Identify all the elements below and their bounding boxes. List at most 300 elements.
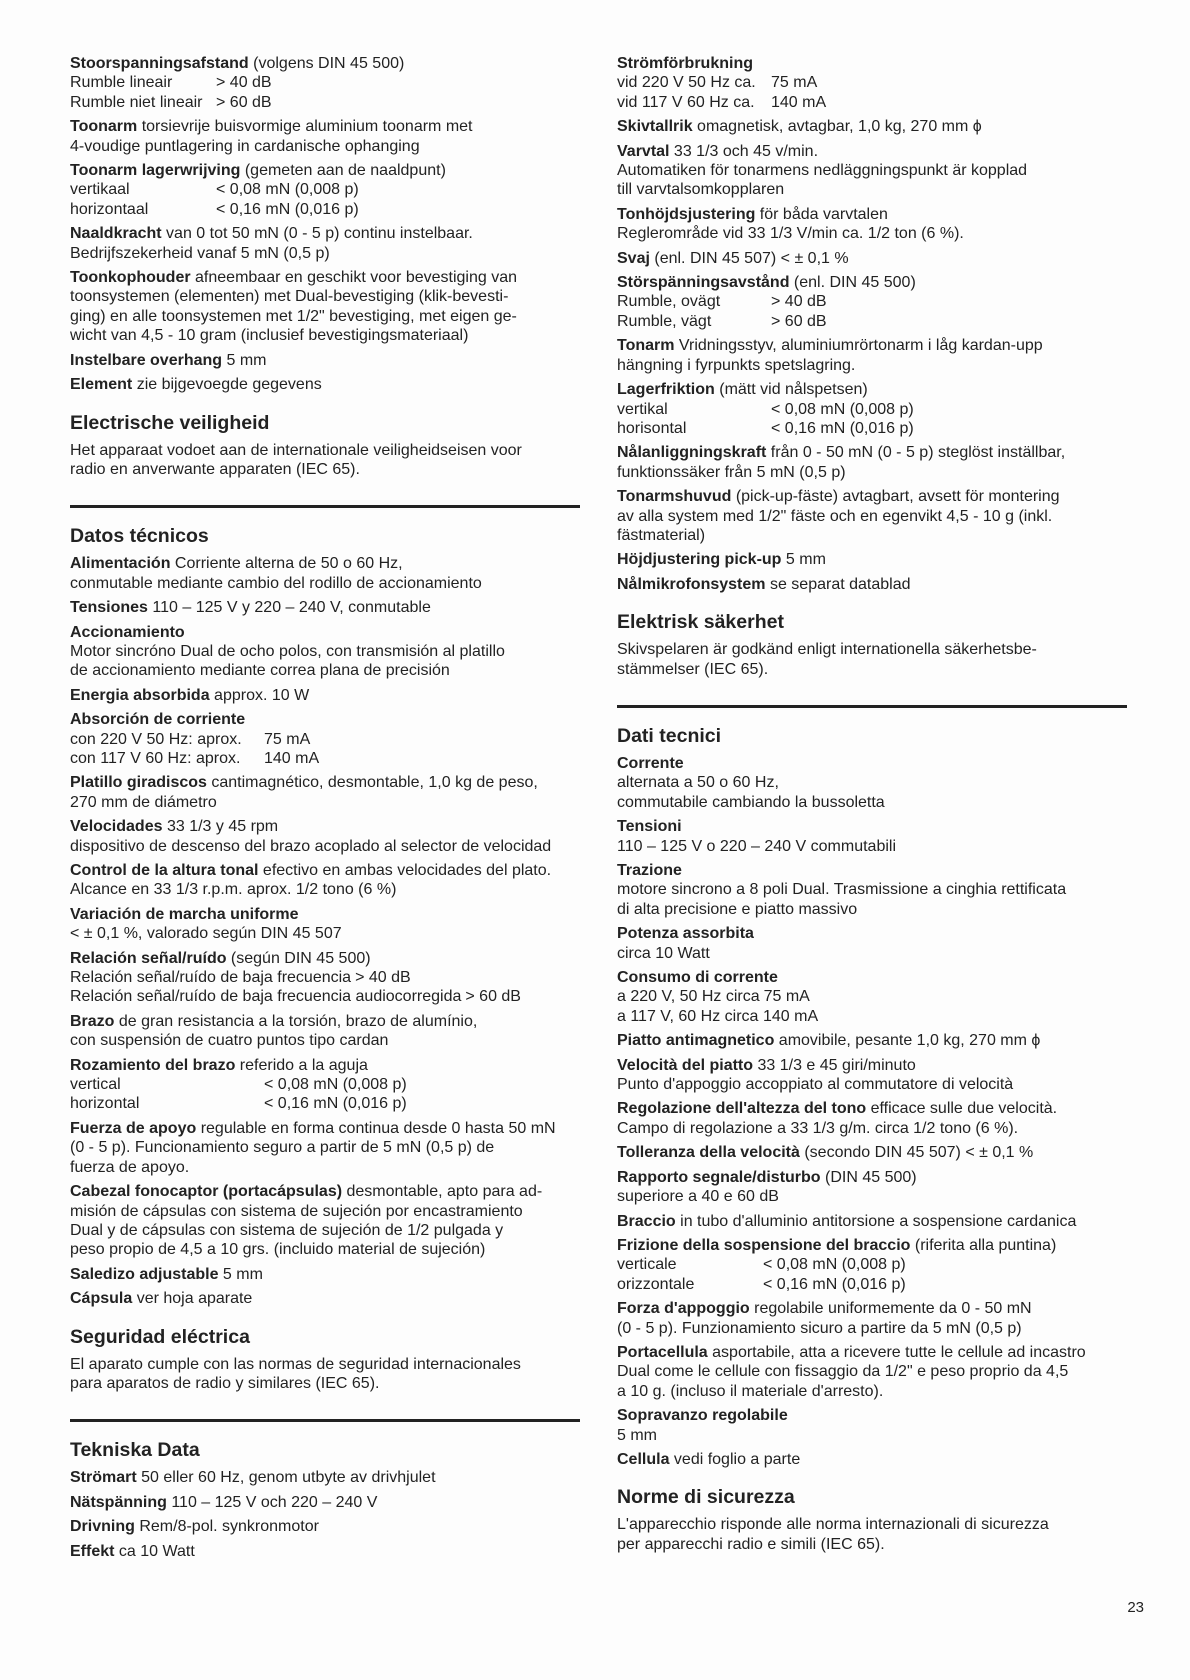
spec-line xyxy=(617,463,1139,482)
spec-text: (según DIN 45 500) xyxy=(226,949,371,967)
es-spec-list xyxy=(70,554,598,1308)
section-divider xyxy=(70,505,580,508)
spec-item xyxy=(617,54,1139,112)
spec-label: Cápsula xyxy=(70,1290,133,1308)
body-line: para aparatos de radio y similares (IEC 65). xyxy=(70,1374,380,1392)
spec-text: 33 1/3 och 45 v/min. xyxy=(669,142,819,160)
spec-text: Dual y de cápsulas con sistema de sujeción de 1/2 pulgada y xyxy=(70,1221,504,1239)
spec-line xyxy=(70,1056,598,1075)
spec-label: Tensioni xyxy=(617,818,682,836)
spec-text: funktionssäker från 5 mN (0,5 p) xyxy=(617,463,846,481)
spec-line xyxy=(70,554,598,573)
spec-text: ca 10 Watt xyxy=(114,1542,195,1560)
spec-label: Lagerfriktion xyxy=(617,381,715,399)
sv-spec-list-left xyxy=(70,1468,598,1561)
spec-text: (pick-up-fäste) avtagbart, avsett för montering xyxy=(731,488,1060,506)
spec-line xyxy=(70,224,598,243)
spec-text: Dual come le cellule con fissaggio da 1/2" e peso proprio da 4,5 xyxy=(617,1363,1069,1381)
it-safety-text xyxy=(617,1515,1139,1554)
spec-line xyxy=(617,1362,1139,1381)
spec-item xyxy=(70,861,598,900)
spec-text: toonsystemen (elementen) met Dual-bevestiging (klik-bevesti- xyxy=(70,288,509,306)
spec-text: con 117 V 60 Hz: aprox. xyxy=(70,749,241,767)
spec-item xyxy=(70,1265,598,1284)
spec-label: Forza d'appoggio xyxy=(617,1300,750,1318)
spec-line xyxy=(617,224,1139,243)
spec-line xyxy=(617,1099,1139,1118)
spec-line xyxy=(70,968,598,987)
spec-line xyxy=(70,905,598,924)
spec-label: Velocità del piatto xyxy=(617,1056,754,1074)
spec-label: Cellula xyxy=(617,1450,670,1468)
spec-text: (gemeten aan de naaldpunt) xyxy=(240,162,446,180)
spec-item xyxy=(70,375,598,394)
spec-line xyxy=(617,292,1139,311)
spec-item xyxy=(617,968,1139,1026)
spec-line xyxy=(617,487,1139,506)
spec-value: < 0,08 mN (0,008 p) xyxy=(264,1076,407,1094)
spec-line xyxy=(70,1119,598,1138)
spec-line xyxy=(617,944,1139,963)
spec-line xyxy=(617,575,1139,594)
spec-text: vedi foglio a parte xyxy=(669,1450,801,1468)
spec-text: motore sincrono a 8 poli Dual. Trasmissione a cinghia rettificata xyxy=(617,881,1067,899)
spec-text: regulable en forma continua desde 0 hasta 50 mN xyxy=(196,1119,556,1137)
spec-value: 75 mA xyxy=(264,730,311,748)
spec-label: Energia absorbida xyxy=(70,686,210,704)
section-divider xyxy=(617,705,1127,708)
spec-item xyxy=(70,686,598,705)
spec-item xyxy=(617,117,1139,136)
spec-line xyxy=(617,924,1139,943)
spec-text: amovibile, pesante 1,0 kg, 270 mm ϕ xyxy=(774,1032,1041,1050)
spec-text: horisontal xyxy=(617,419,687,437)
spec-item xyxy=(70,905,598,944)
spec-item xyxy=(617,817,1139,856)
spec-value: < 0,08 mN (0,008 p) xyxy=(216,181,359,199)
spec-line xyxy=(70,180,598,199)
spec-item xyxy=(70,1468,598,1487)
spec-line xyxy=(70,574,598,593)
spec-item xyxy=(70,554,598,593)
spec-line xyxy=(617,1007,1139,1026)
body-line: stämmelser (IEC 65). xyxy=(617,660,769,678)
spec-text: Motor sincróno Dual de ocho polos, con transmisión al platillo xyxy=(70,642,505,660)
spec-line xyxy=(70,661,598,680)
sv-spec-list-right xyxy=(617,54,1139,594)
spec-value: < 0,08 mN (0,008 p) xyxy=(771,400,914,418)
spec-text: Automatiken för tonarmens nedläggningspunkt är kopplad xyxy=(617,162,1028,180)
spec-label: Variación de marcha uniforme xyxy=(70,905,299,923)
spec-text: Rem/8-pol. synkronmotor xyxy=(134,1518,319,1536)
spec-line xyxy=(617,161,1139,180)
spec-text: Reglerområde vid 33 1/3 V/min ca. 1/2 ton (6 %). xyxy=(617,225,964,243)
spec-text: di alta precisione e piatto massivo xyxy=(617,900,858,918)
spec-value: < 0,16 mN (0,016 p) xyxy=(771,419,914,437)
spec-line xyxy=(617,249,1139,268)
spec-item xyxy=(617,861,1139,919)
spec-value: 75 mA xyxy=(763,988,810,1006)
right-column xyxy=(617,54,1139,1564)
spec-line xyxy=(70,1468,598,1487)
spec-line xyxy=(70,117,598,136)
spec-line xyxy=(617,273,1139,292)
section-divider xyxy=(70,1419,580,1422)
spec-line xyxy=(617,507,1139,526)
spec-text: 50 eller 60 Hz, genom utbyte av drivhjulet xyxy=(136,1469,436,1487)
spec-label: Fuerza de apoyo xyxy=(70,1119,197,1137)
sv-heading: Tekniska Data xyxy=(70,1439,200,1462)
spec-text: peso propio de 4,5 a 10 grs. (incluido material de sujeción) xyxy=(70,1241,486,1259)
spec-value: 140 mA xyxy=(264,749,320,767)
spec-line xyxy=(617,180,1139,199)
spec-line xyxy=(617,380,1139,399)
spec-value: 140 mA xyxy=(771,93,827,111)
body-line: L'apparecchio risponde alle norma internazionali di sicurezza xyxy=(617,1516,1049,1534)
spec-text: Vridningsstyv, aluminiumrörtonarm i låg kardan-upp xyxy=(674,337,1043,355)
spec-item xyxy=(617,1450,1139,1469)
spec-text: torsievrije buisvormige aluminium toonarm met xyxy=(137,118,473,136)
spec-text: (enl. DIN 45 507) < ± 0,1 % xyxy=(649,249,849,267)
spec-line xyxy=(70,817,598,836)
spec-label: Stoorspanningsafstand xyxy=(70,55,249,72)
spec-line xyxy=(617,205,1139,224)
spec-item xyxy=(617,336,1139,375)
spec-line xyxy=(617,793,1139,812)
spec-label: Varvtal xyxy=(617,142,670,160)
spec-label: Svaj xyxy=(617,249,650,267)
spec-line xyxy=(617,526,1139,545)
spec-item xyxy=(617,1236,1139,1294)
spec-item xyxy=(617,924,1139,963)
spec-value: 140 mA xyxy=(763,1007,819,1025)
body-line: El aparato cumple con las normas de seguridad internacionales xyxy=(70,1355,521,1373)
body-line: radio en anverwante apparaten (IEC 65). xyxy=(70,460,360,478)
spec-text: 5 mm xyxy=(781,551,826,569)
spec-line xyxy=(70,837,598,856)
spec-label: Saledizo adjustable xyxy=(70,1265,219,1283)
spec-label: Höjdjustering pick-up xyxy=(617,551,782,569)
spec-text: desmontable, apto para ad- xyxy=(342,1183,543,1201)
spec-line xyxy=(617,356,1139,375)
spec-item xyxy=(617,1099,1139,1138)
spec-line xyxy=(617,443,1139,462)
spec-text: approx. 10 W xyxy=(209,686,310,704)
spec-text: wicht van 4,5 - 10 gram (inclusief bevestigingsmateriaal) xyxy=(70,327,469,345)
spec-label: Nätspänning xyxy=(70,1493,167,1511)
spec-item xyxy=(617,205,1139,244)
spec-label: Nålanliggningskraft xyxy=(617,444,767,462)
sv-safety-text xyxy=(617,640,1139,679)
spec-text: för båda varvtalen xyxy=(755,205,888,223)
spec-item xyxy=(617,1168,1139,1207)
spec-text: 110 – 125 V y 220 – 240 V, conmutable xyxy=(147,599,431,617)
spec-text: commutabile cambiando la bussoletta xyxy=(617,793,885,811)
spec-line xyxy=(617,400,1139,419)
spec-label: Effekt xyxy=(70,1542,115,1560)
spec-line xyxy=(617,142,1139,161)
spec-text: Rumble niet lineair xyxy=(70,93,203,111)
spec-item xyxy=(617,1143,1139,1162)
spec-value: > 60 dB xyxy=(216,93,272,111)
spec-label: Drivning xyxy=(70,1518,135,1536)
spec-line xyxy=(617,1212,1139,1231)
spec-text: referido a la aguja xyxy=(235,1056,368,1074)
spec-text: ver hoja aparate xyxy=(132,1290,253,1308)
spec-text: efectivo en ambas velocidades del plato. xyxy=(258,862,552,879)
spec-text: omagnetisk, avtagbar, 1,0 kg, 270 mm ϕ xyxy=(692,118,982,136)
spec-text: horizontal xyxy=(70,1095,140,1113)
spec-line xyxy=(617,1319,1139,1338)
nl-safety-heading: Electrische veiligheid xyxy=(70,411,270,434)
spec-line xyxy=(70,1031,598,1050)
spec-line xyxy=(70,1289,598,1308)
spec-text: vertikaal xyxy=(70,181,130,199)
spec-label: Strömförbrukning xyxy=(617,55,753,72)
spec-line xyxy=(617,1119,1139,1138)
spec-value: > 60 dB xyxy=(465,988,521,1006)
spec-line xyxy=(70,1182,598,1201)
spec-line xyxy=(70,730,598,749)
nl-spec-list xyxy=(70,54,598,395)
spec-label: Element xyxy=(70,376,133,394)
spec-label: Cabezal fonocaptor (portacápsulas) xyxy=(70,1183,343,1201)
spec-label: Toonarm lagerwrijving xyxy=(70,162,241,180)
spec-text: 110 – 125 V o 220 – 240 V commutabili xyxy=(617,837,896,855)
spec-line xyxy=(617,773,1139,792)
spec-text: superiore a 40 e 60 dB xyxy=(617,1188,779,1206)
spec-value: < 0,16 mN (0,016 p) xyxy=(216,200,359,218)
spec-text: asportabile, atta a ricevere tutte le cellule ad incastro xyxy=(707,1343,1086,1361)
spec-text: Corriente alterna de 50 o 60 Hz, xyxy=(170,555,403,573)
spec-line xyxy=(70,1221,598,1240)
spec-line xyxy=(617,1299,1139,1318)
spec-label: Control de la altura tonal xyxy=(70,862,259,879)
spec-item xyxy=(70,1056,598,1114)
spec-line xyxy=(617,336,1139,355)
spec-line xyxy=(617,54,1139,73)
spec-text: ging) en alle toonsystemen met 1/2" bevestiging, met eigen ge- xyxy=(70,307,517,325)
spec-item xyxy=(70,161,598,219)
spec-label: Toonkophouder xyxy=(70,269,191,287)
spec-item xyxy=(617,1343,1139,1401)
spec-text: vid 117 V 60 Hz ca. xyxy=(617,93,755,111)
it-heading: Dati tecnici xyxy=(617,724,722,747)
spec-text: fästmaterial) xyxy=(617,526,706,544)
spec-value: > 40 dB xyxy=(771,293,827,311)
spec-label: Tonarm xyxy=(617,337,675,355)
body-line: per apparecchi radio e simili (IEC 65). xyxy=(617,1535,885,1553)
spec-text: con 220 V 50 Hz: aprox. xyxy=(70,730,242,748)
spec-item xyxy=(617,380,1139,438)
spec-label: Instelbare overhang xyxy=(70,351,223,369)
spec-item xyxy=(617,550,1139,569)
spec-line xyxy=(70,137,598,156)
spec-label: Trazione xyxy=(617,862,682,879)
spec-item xyxy=(70,117,598,156)
spec-text: conmutable mediante cambio del rodillo de accionamiento xyxy=(70,574,482,592)
spec-text: (0 - 5 p). Funcionamiento seguro a partir de 5 mN (0,5 p) de xyxy=(70,1139,495,1157)
spec-label: Consumo di corrente xyxy=(617,969,778,987)
spec-label: Tensiones xyxy=(70,599,148,617)
spec-text: (enl. DIN 45 500) xyxy=(789,274,916,292)
body-line: Het apparaat vodoet aan de internationale veiligheidseisen voor xyxy=(70,441,522,459)
spec-text: av alla system med 1/2" fäste och en egenvikt 4,5 - 10 g (inkl. xyxy=(617,507,1053,525)
spec-item xyxy=(617,1056,1139,1095)
spec-line xyxy=(70,793,598,812)
spec-label: Rapporto segnale/disturbo xyxy=(617,1168,821,1186)
spec-text: misión de cápsulas con sistema de sujeción por encastramiento xyxy=(70,1202,523,1220)
spec-line xyxy=(70,307,598,326)
spec-item xyxy=(70,1493,598,1512)
spec-text: orizzontale xyxy=(617,1275,695,1293)
spec-line xyxy=(70,161,598,180)
spec-item xyxy=(617,1299,1139,1338)
spec-text: in tubo d'alluminio antitorsione a sospensione cardanica xyxy=(675,1212,1077,1230)
spec-line xyxy=(70,949,598,968)
spec-line xyxy=(70,686,598,705)
spec-item xyxy=(70,773,598,812)
spec-text: efficace sulle due velocità. xyxy=(866,1100,1058,1118)
spec-text: Punto d'appoggio accoppiato al commutatore di velocità xyxy=(617,1076,1014,1094)
spec-item xyxy=(617,754,1139,812)
spec-label: Accionamiento xyxy=(70,623,185,641)
spec-line xyxy=(70,93,598,112)
spec-line xyxy=(617,93,1139,112)
spec-line xyxy=(617,987,1139,1006)
spec-item xyxy=(70,817,598,856)
spec-text: (0 - 5 p). Funzionamiento sicuro a partire da 5 mN (0,5 p) xyxy=(617,1319,1022,1337)
spec-item xyxy=(617,487,1139,545)
spec-text: vid 220 V 50 Hz ca. xyxy=(617,74,756,92)
spec-text: fuerza de apoyo. xyxy=(70,1158,190,1176)
it-spec-list xyxy=(617,754,1139,1469)
spec-text: circa 10 Watt xyxy=(617,944,710,962)
spec-label: Regolazione dell'altezza del tono xyxy=(617,1100,867,1118)
spec-text: dispositivo de descenso del brazo acoplado al selector de velocidad xyxy=(70,837,552,855)
spec-item xyxy=(617,1212,1139,1231)
spec-line xyxy=(70,1517,598,1536)
spec-line xyxy=(617,817,1139,836)
spec-text: 5 mm xyxy=(617,1426,657,1444)
spec-line xyxy=(617,312,1139,331)
spec-line xyxy=(617,1075,1139,1094)
spec-item xyxy=(617,443,1139,482)
spec-line xyxy=(70,880,598,899)
spec-value: > 40 dB xyxy=(355,969,411,987)
page-number: 23 xyxy=(1127,1599,1144,1616)
spec-text: Rumble, ovägt xyxy=(617,293,721,311)
es-safety-heading: Seguridad eléctrica xyxy=(70,1325,250,1348)
spec-line xyxy=(617,1450,1139,1469)
spec-label: Rozamiento del brazo xyxy=(70,1056,236,1074)
spec-line xyxy=(70,710,598,729)
spec-text: alternata a 50 o 60 Hz, xyxy=(617,774,779,792)
spec-item xyxy=(70,1542,598,1561)
spec-text: (secondo DIN 45 507) < ± 0,1 % xyxy=(799,1144,1034,1162)
spec-line xyxy=(617,1056,1139,1075)
spec-item xyxy=(617,273,1139,331)
spec-line xyxy=(617,550,1139,569)
spec-line xyxy=(70,773,598,792)
spec-line xyxy=(70,987,598,1006)
spec-text: con suspensión de cuatro puntos tipo cardan xyxy=(70,1032,389,1050)
spec-label: Braccio xyxy=(617,1212,676,1230)
spec-line xyxy=(70,200,598,219)
spec-line xyxy=(70,351,598,370)
spec-item xyxy=(70,1289,598,1308)
spec-label: Piatto antimagnetico xyxy=(617,1032,775,1050)
spec-text: Alcance en 33 1/3 r.p.m. aprox. 1/2 tono (6 %) xyxy=(70,881,397,899)
es-heading: Datos técnicos xyxy=(70,525,209,548)
spec-text: Campo di regolazione a 33 1/3 g/m. circa 1/2 tono (6 %). xyxy=(617,1119,1019,1137)
spec-label: Toonarm xyxy=(70,118,138,136)
spec-line xyxy=(70,287,598,306)
spec-label: Tonhöjdsjustering xyxy=(617,205,756,223)
spec-item xyxy=(617,142,1139,200)
spec-item xyxy=(70,1012,598,1051)
spec-line xyxy=(70,1240,598,1259)
spec-item xyxy=(70,268,598,346)
spec-line xyxy=(617,73,1139,92)
spec-line xyxy=(617,1031,1139,1050)
spec-label: Störspänningsavstånd xyxy=(617,274,790,292)
spec-text: Bedrijfszekerheid vanaf 5 mN (0,5 p) xyxy=(70,244,330,262)
spec-text: 4-voudige puntlagering in cardanische ophanging xyxy=(70,137,420,155)
spec-label: Absorción de corriente xyxy=(70,711,246,729)
spec-text: verticale xyxy=(617,1256,677,1274)
spec-line xyxy=(70,268,598,287)
spec-text: zie bijgevoegde gegevens xyxy=(132,376,322,394)
spec-line xyxy=(70,244,598,263)
spec-line xyxy=(70,642,598,661)
spec-item xyxy=(617,575,1139,594)
spec-item xyxy=(70,1517,598,1536)
spec-line xyxy=(70,924,598,943)
spec-line xyxy=(617,1236,1139,1255)
spec-line xyxy=(70,1158,598,1177)
spec-text: se separat datablad xyxy=(765,575,911,593)
spec-line xyxy=(617,1406,1139,1425)
spec-item xyxy=(70,224,598,263)
spec-text: afneembaar en geschikt voor bevestiging van xyxy=(190,269,517,287)
spec-label: Platillo giradiscos xyxy=(70,774,207,792)
nl-safety-text xyxy=(70,441,598,480)
spec-line xyxy=(70,1202,598,1221)
sv-safety-heading: Elektrisk säkerhet xyxy=(617,611,784,634)
spec-text: a 220 V, 50 Hz circa xyxy=(617,988,760,1006)
spec-label: Frizione della sospensione del braccio xyxy=(617,1236,911,1254)
spec-label: Portacellula xyxy=(617,1343,708,1361)
spec-item xyxy=(617,1406,1139,1445)
spec-text: Relación señal/ruído de baja frecuencia audiocorregida xyxy=(70,988,462,1006)
spec-line xyxy=(617,968,1139,987)
spec-text: 5 mm xyxy=(222,351,267,369)
spec-text: de accionamiento mediante correa plana de precisión xyxy=(70,662,450,680)
spec-line xyxy=(70,73,598,92)
left-column xyxy=(70,54,598,1566)
spec-item xyxy=(617,249,1139,268)
spec-label: Corrente xyxy=(617,754,684,772)
spec-label: Skivtallrik xyxy=(617,118,693,136)
spec-line xyxy=(70,1493,598,1512)
es-safety-text xyxy=(70,1355,598,1394)
spec-value: < 0,16 mN (0,016 p) xyxy=(264,1095,407,1113)
spec-label: Sopravanzo regolabile xyxy=(617,1407,788,1425)
spec-text: a 10 g. (incluso il materiale d'arresto). xyxy=(617,1382,884,1400)
spec-value: 75 mA xyxy=(771,74,818,92)
spec-line xyxy=(617,837,1139,856)
